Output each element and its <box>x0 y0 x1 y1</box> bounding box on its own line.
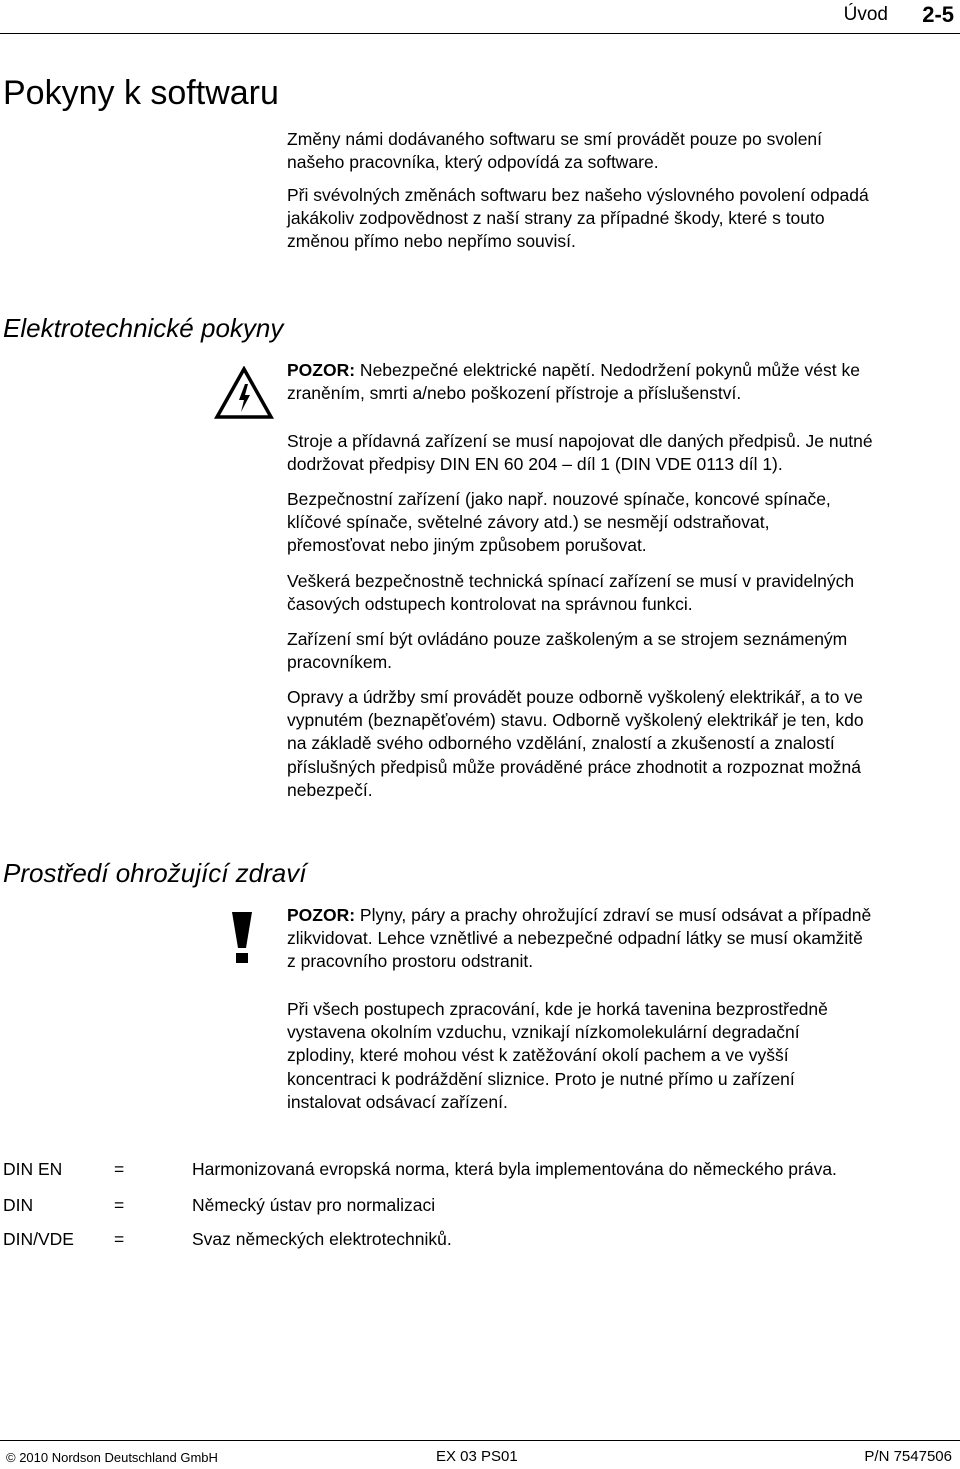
warning-label: POZOR: <box>287 905 356 925</box>
text-line: Zařízení smí být ovládáno pouze zaškoleným a se strojem seznámeným <box>287 629 848 649</box>
abbreviation-equals: = <box>114 1159 125 1179</box>
text-line: našeho pracovníka, který odpovídá za software. <box>287 152 659 173</box>
text-line: Při svévolných změnách softwaru bez našeho výslovného povolení odpadá <box>287 185 869 205</box>
abbreviation-equals: = <box>114 1195 125 1215</box>
text-line: zlikvidovat. Lehce vznětlivé a nebezpečné odpadní látky se musí okamžitě <box>287 928 863 949</box>
electro-paragraph-4 <box>287 628 955 674</box>
footer-document-code: EX 03 PS01 <box>436 1448 518 1465</box>
warning-text: Plyny, páry a prachy ohrožující zdraví se musí odsávat a případně <box>355 905 872 925</box>
footer-part-number: P/N 7547506 <box>864 1448 952 1465</box>
warning-text: Nebezpečné elektrické napětí. Nedodržení pokynů může vést ke <box>355 360 860 380</box>
page-title: Pokyny k softwaru <box>3 74 279 112</box>
text-line: nebezpečí. <box>287 779 373 800</box>
abbreviation-definition: Harmonizovaná evropská norma, která byla implementována do německého práva. <box>192 1159 837 1179</box>
text-line: vystavena okolním vzduchu, vznikají nízkomolekulární degradační <box>287 1022 800 1043</box>
text-line: Opravy a údržby smí provádět pouze odborně vyškolený elektrikář, a to ve <box>287 687 863 707</box>
footer-copyright: © 2010 Nordson Deutschland GmbH <box>6 1450 218 1465</box>
text-line: klíčové spínače, světelné závory atd.) se nesmějí odstraňovat, <box>287 512 770 533</box>
warning-label: POZOR: <box>287 360 356 380</box>
text-line: zplodiny, které mohou vést k zatěžování okolí pachem a ve vyšší <box>287 1045 789 1066</box>
electro-heading: Elektrotechnické pokyny <box>3 313 284 343</box>
electro-paragraph-3 <box>287 570 955 616</box>
text-line <box>287 904 955 927</box>
text-line: časových odstupech kontrolovat na správnou funkci. <box>287 594 693 615</box>
electro-paragraph-2 <box>287 488 955 558</box>
health-paragraph-1 <box>287 998 955 1114</box>
abbreviation-term: DIN <box>3 1195 34 1215</box>
text-line: instalovat odsávací zařízení. <box>287 1091 508 1112</box>
text-line: pracovníkem. <box>287 652 393 673</box>
abbreviation-term: DIN EN <box>3 1159 63 1179</box>
text-line: na základě svého odborného vzdělání, znalostí a zkušeností a znalostí <box>287 733 835 754</box>
abbreviation-equals: = <box>114 1229 125 1249</box>
text-line: Stroje a přídavná zařízení se musí napojovat dle daných předpisů. Je nutné <box>287 431 873 451</box>
electric-hazard-icon <box>214 366 274 420</box>
text-line: koncentraci k podráždění sliznice. Proto je nutné přímo u zařízení <box>287 1068 795 1089</box>
text-line: z pracovního prostoru odstranit. <box>287 951 534 972</box>
health-warning <box>287 904 955 974</box>
text-line: jakákoliv zodpovědnost z naší strany za případné škody, které s touto <box>287 208 825 229</box>
electro-paragraph-1 <box>287 430 955 476</box>
abbreviation-definition: Svaz německých elektrotechniků. <box>192 1229 452 1249</box>
software-paragraph-2 <box>287 184 955 254</box>
text-line: změnou přímo nebo nepřímo souvisí. <box>287 231 576 252</box>
electro-paragraph-5 <box>287 686 955 802</box>
text-line: Veškerá bezpečnostně technická spínací zařízení se musí v pravidelných <box>287 571 855 591</box>
software-paragraph-1 <box>287 128 955 174</box>
exclamation-icon <box>229 910 255 964</box>
text-line <box>287 359 955 382</box>
text-line: Při všech postupech zpracování, kde je horká tavenina bezprostředně <box>287 999 828 1019</box>
text-line: dodržovat předpisy DIN EN 60 204 – díl 1 (DIN VDE 0113 díl 1). <box>287 454 783 475</box>
abbreviation-term: DIN/VDE <box>3 1229 74 1249</box>
text-line: zraněním, smrti a/nebo poškození přístroje a příslušenství. <box>287 383 742 404</box>
page-footer <box>0 1440 960 1469</box>
electro-warning <box>287 359 955 405</box>
text-line: Změny námi dodávaného softwaru se smí provádět pouze po svolení <box>287 129 823 149</box>
header-page-number: 2-5 <box>922 2 954 27</box>
header-rule <box>0 33 960 34</box>
text-line: Bezpečnostní zařízení (jako např. nouzové spínače, koncové spínače, <box>287 489 831 509</box>
text-line: příslušných předpisů může prováděné práce zhodnotit a rozpoznat možná <box>287 756 861 777</box>
footer-rule <box>0 1440 960 1441</box>
text-line: vypnutém (beznapěťovém) stavu. Odborně vyškolený elektrikář je ten, kdo <box>287 710 864 731</box>
page-header <box>0 0 960 34</box>
health-heading: Prostředí ohrožující zdraví <box>3 858 307 888</box>
abbreviation-definition: Německý ústav pro normalizaci <box>192 1195 436 1215</box>
text-line: přemosťovat nebo jiným způsobem porušovat. <box>287 535 647 556</box>
header-section: Úvod <box>843 4 888 25</box>
